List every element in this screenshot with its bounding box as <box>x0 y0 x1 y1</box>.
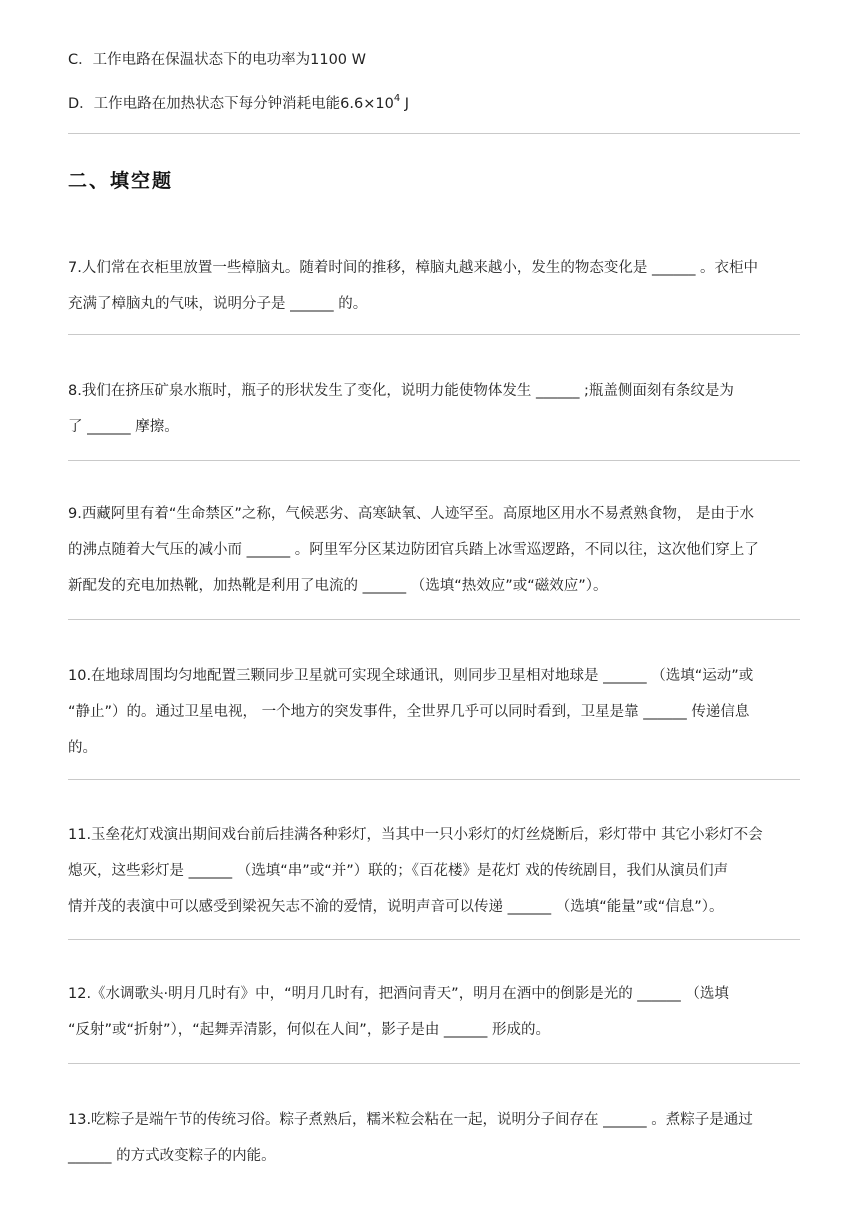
option-d <box>68 86 800 122</box>
question-line: 8.我们在挤压矿泉水瓶时，瓶子的形状发生了变化，说明力能使物体发生 ______ ;瓶盖侧面刻有条纹是为 <box>68 383 734 399</box>
divider <box>68 334 800 335</box>
divider <box>68 939 800 940</box>
option-d-exponent: 4 <box>393 93 401 104</box>
divider <box>68 1063 800 1064</box>
option-c <box>68 42 800 78</box>
question-line: 12.《水调歌头·明月几时有》中，“明月几时有，把酒问青天”，明月在酒中的倒影是光的 ______ （选填 <box>68 986 729 1002</box>
question-12 <box>68 976 800 1048</box>
question-line: 的沸点随着大气压的减小而 ______ 。阿里军分区某边防团官兵踏上冰雪巡逻路，不同以往，这次他们穿上了 <box>68 542 759 558</box>
question-line: 熄灭，这些彩灯是 ______ （选填“串”或“并”）联的；《百花楼》是花灯 戏的传统剧目，我们从演员们声 <box>68 863 729 879</box>
question-line: 新配发的充电加热靴，加热靴是利用了电流的 ______ （选填“热效应”或“磁效应”）。 <box>68 578 608 594</box>
divider <box>68 619 800 620</box>
question-line: 了 ______ 摩擦。 <box>68 419 179 435</box>
option-d-main: D．工作电路在加热状态下每分钟消耗电能6.6×10 <box>68 96 394 112</box>
question-line: “静止”）的。通过卫星电视， 一个地方的突发事件，全世界几乎可以同时看到，卫星是靠 ______ 传递信息 <box>68 704 750 720</box>
question-line: 7.人们常在衣柜里放置一些樟脑丸。随着时间的推移，樟脑丸越来越小，发生的物态变化是 ______ 。衣柜中 <box>68 260 759 276</box>
question-line: 11.玉垒花灯戏演出期间戏台前后挂满各种彩灯，当其中一只小彩灯的灯丝烧断后，彩灯带中 其它小彩灯不会 <box>68 827 763 843</box>
divider <box>68 460 800 461</box>
question-line: 充满了樟脑丸的气味，说明分子是 ______ 的。 <box>68 296 368 312</box>
divider <box>68 133 800 134</box>
section-title: 二、填空题 <box>68 170 174 192</box>
question-line: 的。 <box>68 740 97 756</box>
question-line: 情并茂的表演中可以感受到梁祝矢志不渝的爱情，说明声音可以传递 ______ （选填“能量”或“信息”）。 <box>68 899 724 915</box>
question-11 <box>68 817 800 925</box>
option-d-unit: J <box>400 96 410 112</box>
question-10 <box>68 658 800 766</box>
question-line: ______ 的方式改变粽子的内能。 <box>68 1148 276 1164</box>
question-line: 10.在地球周围均匀地配置三颗同步卫星就可实现全球通讯，则同步卫星相对地球是 ______ （选填“运动”或 <box>68 668 754 684</box>
option-d-text <box>68 86 800 122</box>
divider <box>68 779 800 780</box>
question-line: “反射”或“折射”），“起舞弄清影，何似在人间”，影子是由 ______ 形成的。 <box>68 1022 551 1038</box>
option-c-text: C．工作电路在保温状态下的电功率为1100 W <box>68 52 366 68</box>
question-9 <box>68 496 800 604</box>
question-line: 9.西藏阿里有着“生命禁区”之称，气候恶劣、高寒缺氧、人迹罕至。高原地区用水不易煮熟食物， 是由于水 <box>68 506 754 522</box>
question-7 <box>68 250 800 322</box>
question-line: 13.吃粽子是端午节的传统习俗。粽子煮熟后，糯米粒会粘在一起，说明分子间存在 ______ 。煮粽子是通过 <box>68 1112 753 1128</box>
question-8 <box>68 373 800 445</box>
question-13 <box>68 1102 800 1174</box>
